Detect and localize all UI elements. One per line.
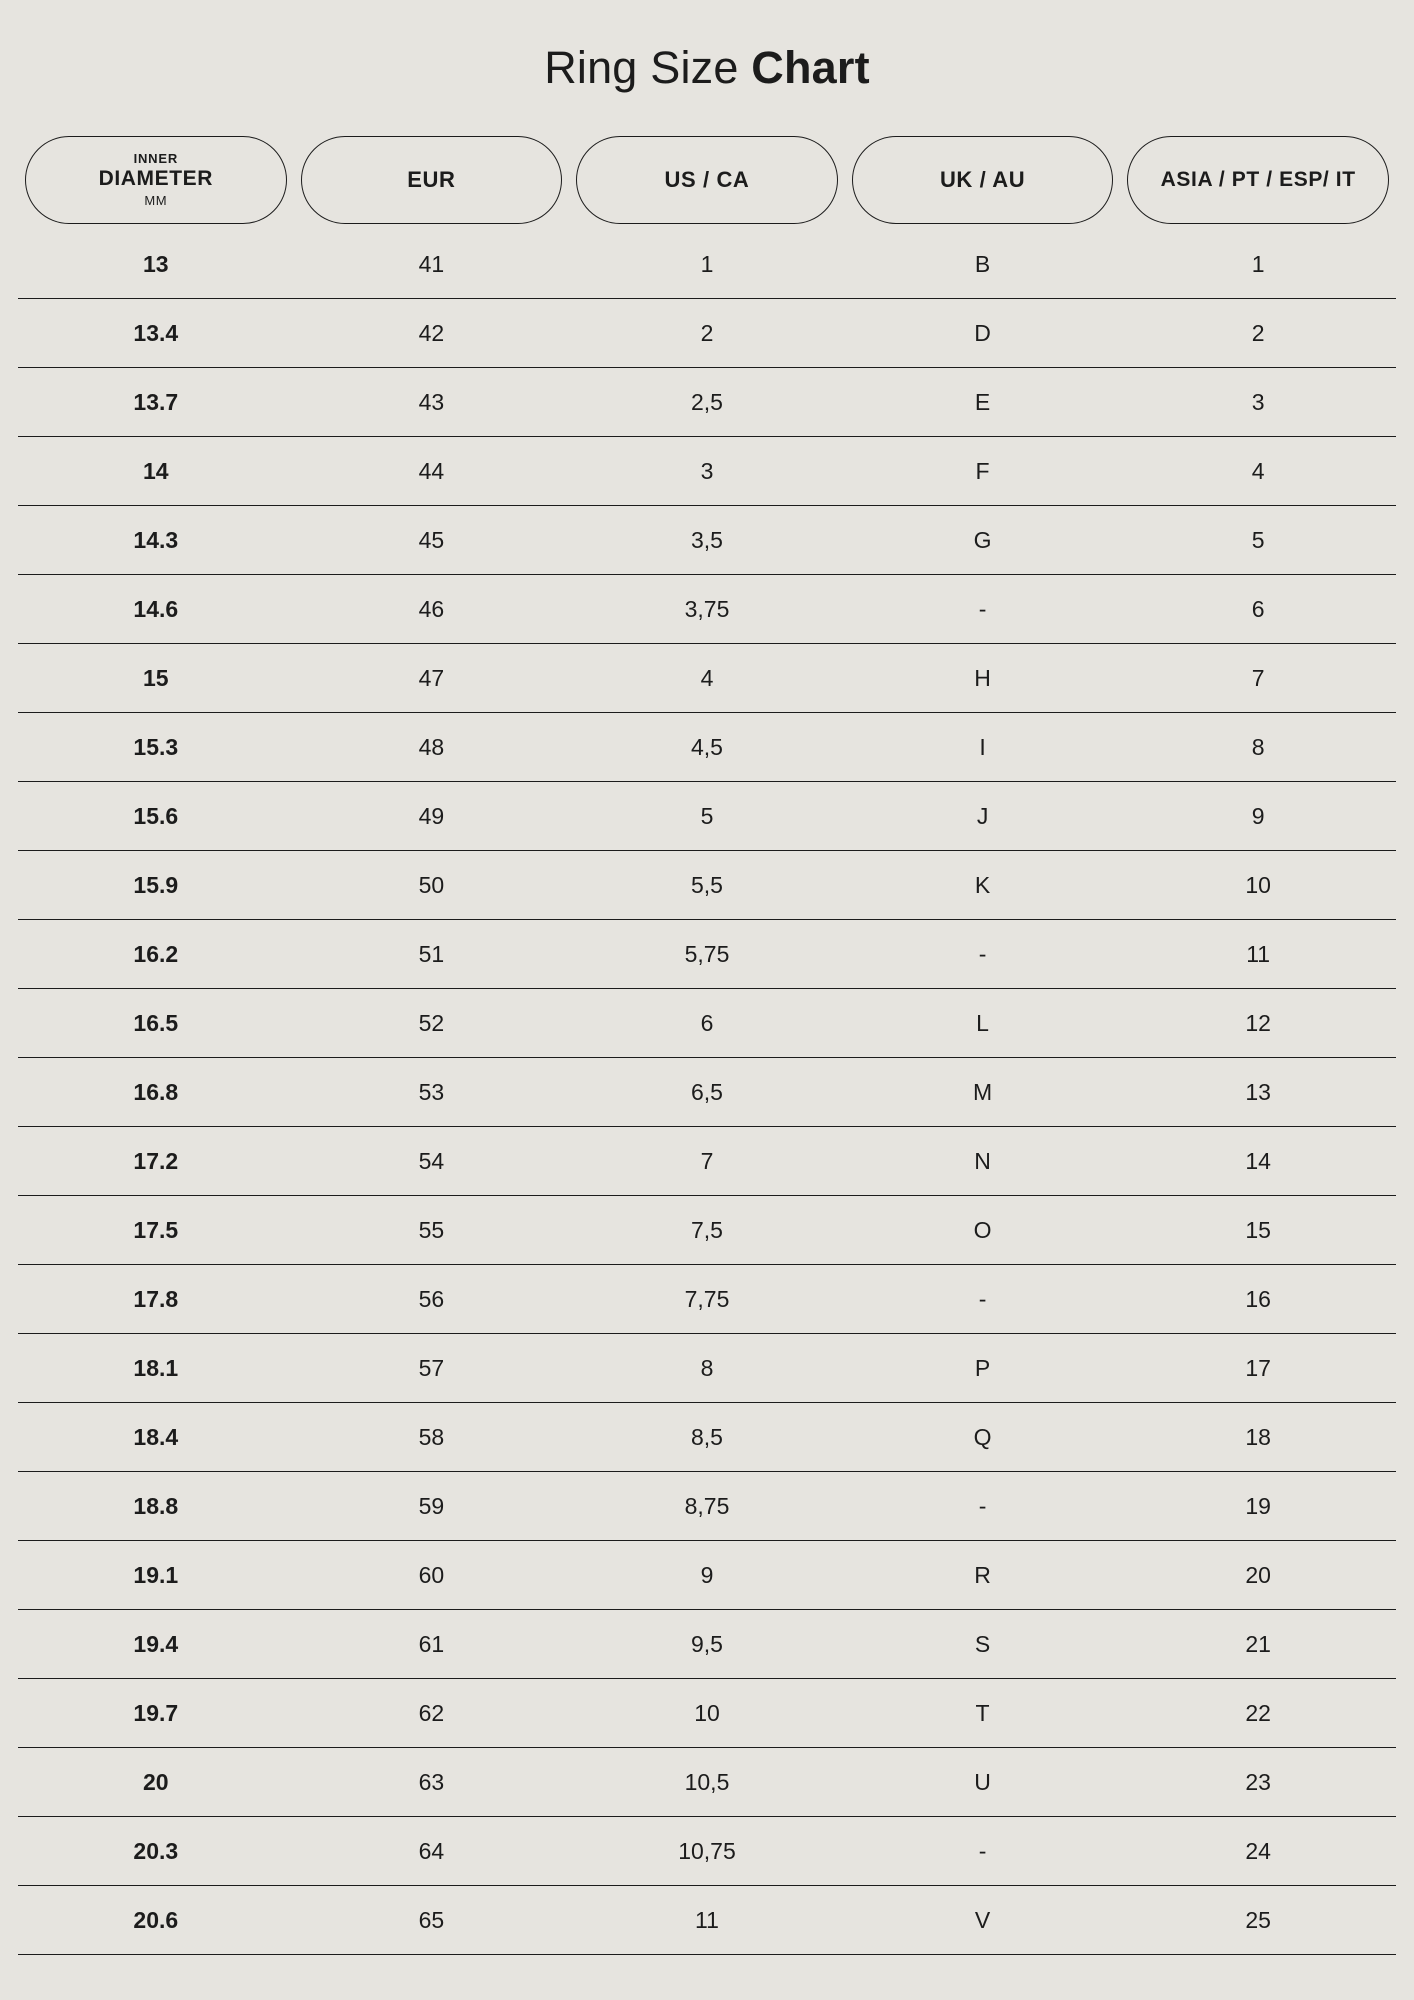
cell-size: 2 [700,319,714,346]
cell-inner-diameter: 16.8 [133,1078,179,1105]
cell-size: 5 [1251,526,1265,553]
table-row [18,1541,1396,1610]
cell-inner-diameter: 15 [143,664,169,691]
cell-inner-diameter: 15.6 [133,802,179,829]
table-row [18,437,1396,506]
cell-size: 16 [1245,1285,1271,1312]
cell-inner-diameter: 13.4 [133,319,179,346]
cell-size: 9,5 [690,1630,723,1657]
cell-size: 56 [418,1285,445,1312]
cell-size: 7 [700,1147,714,1174]
cell-size: U [974,1768,991,1795]
cell-size: 41 [418,250,445,277]
cell-size: 59 [418,1492,445,1519]
cell-size: 25 [1245,1906,1271,1933]
cell-size: 3 [700,457,714,484]
cell-size: D [974,319,991,346]
cell-inner-diameter: 14.3 [133,526,179,553]
cell-size: 9 [700,1561,714,1588]
cell-size: 44 [418,457,445,484]
table-row [18,230,1396,299]
cell-size: 23 [1245,1768,1271,1795]
cell-size: 2 [1251,319,1265,346]
cell-size: P [974,1354,991,1381]
cell-size: 4 [1251,457,1265,484]
cell-size: 21 [1245,1630,1271,1657]
cell-size: 58 [418,1423,445,1450]
table-row [18,299,1396,368]
page-title-normal: Ring Size [544,42,752,93]
cell-size: B [974,250,991,277]
table-row [18,644,1396,713]
cell-size: 4 [700,664,714,691]
header-inner-diameter-main: DIAMETER [98,166,214,190]
cell-inner-diameter: 13 [143,250,169,277]
cell-size: - [978,1492,987,1519]
cell-inner-diameter: 19.1 [133,1561,179,1588]
cell-size: 50 [418,871,445,898]
cell-size: 17 [1245,1354,1271,1381]
cell-size: H [974,664,991,691]
cell-size: 18 [1245,1423,1271,1450]
header-eur [301,136,563,224]
size-table [0,136,1414,1955]
cell-inner-diameter: 19.7 [133,1699,179,1726]
cell-size: 51 [418,940,445,967]
cell-inner-diameter: 15.9 [133,871,179,898]
cell-size: 6,5 [690,1078,723,1105]
table-row [18,989,1396,1058]
cell-size: 11 [695,1906,719,1933]
cell-size: 46 [418,595,445,622]
cell-size: 49 [418,802,445,829]
cell-size: 13 [1245,1078,1271,1105]
cell-size: 20 [1245,1561,1271,1588]
cell-size: 5,5 [690,871,723,898]
cell-size: L [976,1009,989,1036]
cell-size: 3 [1251,388,1265,415]
cell-size: 1 [700,250,714,277]
cell-size: 22 [1245,1699,1271,1726]
cell-size: - [978,1837,987,1864]
cell-size: 12 [1245,1009,1271,1036]
cell-size: 6 [1251,595,1265,622]
header-inner-diameter-unit: MM [144,192,168,208]
cell-size: 62 [418,1699,445,1726]
cell-size: 10 [694,1699,720,1726]
cell-size: - [978,1285,987,1312]
cell-size: 7,75 [684,1285,730,1312]
header-us-ca-label: US / CA [664,167,750,193]
header-uk-au [852,136,1114,224]
cell-size: 61 [418,1630,445,1657]
table-row [18,1334,1396,1403]
cell-size: V [974,1906,991,1933]
cell-size: 60 [418,1561,445,1588]
cell-size: G [973,526,992,553]
table-row [18,1058,1396,1127]
cell-inner-diameter: 18.8 [133,1492,179,1519]
cell-size: F [975,457,990,484]
cell-size: 24 [1245,1837,1271,1864]
cell-size: 54 [418,1147,445,1174]
table-row [18,1196,1396,1265]
table-row [18,506,1396,575]
cell-inner-diameter: 14 [143,457,169,484]
cell-inner-diameter: 19.4 [133,1630,179,1657]
table-header-row [18,136,1396,224]
table-row [18,1472,1396,1541]
cell-size: O [973,1216,992,1243]
cell-inner-diameter: 20.3 [133,1837,179,1864]
table-row [18,851,1396,920]
table-row [18,713,1396,782]
header-inner-diameter [25,136,287,224]
table-row [18,575,1396,644]
cell-inner-diameter: 14.6 [133,595,179,622]
cell-size: 9 [1251,802,1265,829]
cell-size: 8 [700,1354,714,1381]
cell-inner-diameter: 17.2 [133,1147,179,1174]
cell-size: 1 [1251,250,1265,277]
header-inner-diameter-top: INNER [133,150,179,166]
cell-inner-diameter: 20 [143,1768,169,1795]
cell-size: S [974,1630,991,1657]
cell-size: 45 [418,526,445,553]
table-row [18,1748,1396,1817]
cell-size: - [978,595,987,622]
header-us-ca [576,136,838,224]
cell-inner-diameter: 16.5 [133,1009,179,1036]
cell-size: 3,75 [684,595,730,622]
cell-inner-diameter: 15.3 [133,733,179,760]
cell-size: 6 [700,1009,714,1036]
cell-size: T [975,1699,990,1726]
table-row [18,782,1396,851]
cell-size: 8,5 [690,1423,723,1450]
cell-size: 15 [1245,1216,1271,1243]
cell-inner-diameter: 16.2 [133,940,179,967]
header-eur-label: EUR [407,167,456,193]
table-body [18,230,1396,1955]
cell-size: J [976,802,989,829]
cell-size: 63 [418,1768,445,1795]
cell-size: 10,75 [678,1837,736,1864]
table-row [18,1886,1396,1955]
cell-size: 47 [418,664,445,691]
table-row [18,1817,1396,1886]
header-asia-pt-esp-it [1127,136,1389,224]
cell-inner-diameter: 20.6 [133,1906,179,1933]
cell-size: 7 [1251,664,1265,691]
cell-size: 19 [1245,1492,1271,1519]
cell-inner-diameter: 18.4 [133,1423,179,1450]
cell-inner-diameter: 13.7 [133,388,179,415]
cell-size: N [974,1147,991,1174]
cell-size: R [974,1561,991,1588]
cell-inner-diameter: 17.5 [133,1216,179,1243]
cell-size: 48 [418,733,445,760]
cell-size: 4,5 [690,733,723,760]
header-asia-pt-esp-it-label: ASIA / PT / ESP/ IT [1160,168,1356,192]
cell-size: 43 [418,388,445,415]
cell-size: Q [973,1423,992,1450]
page-title [0,0,1414,100]
cell-size: 65 [418,1906,445,1933]
cell-size: I [979,733,986,760]
cell-size: 10 [1245,871,1271,898]
cell-inner-diameter: 17.8 [133,1285,179,1312]
cell-size: 7,5 [690,1216,723,1243]
cell-size: 64 [418,1837,445,1864]
cell-size: M [972,1078,993,1105]
cell-size: 42 [418,319,445,346]
cell-size: K [974,871,991,898]
cell-size: 14 [1245,1147,1271,1174]
cell-size: 10,5 [684,1768,730,1795]
cell-size: 3,5 [690,526,723,553]
cell-size: E [974,388,991,415]
cell-size: 52 [418,1009,445,1036]
cell-size: - [978,940,987,967]
cell-size: 55 [418,1216,445,1243]
table-row [18,1679,1396,1748]
table-row [18,1127,1396,1196]
cell-size: 5 [700,802,714,829]
cell-size: 8,75 [684,1492,730,1519]
table-row [18,1610,1396,1679]
cell-size: 53 [418,1078,445,1105]
cell-size: 8 [1251,733,1265,760]
cell-size: 57 [418,1354,445,1381]
cell-inner-diameter: 18.1 [133,1354,179,1381]
table-row [18,920,1396,989]
table-row [18,1403,1396,1472]
header-uk-au-label: UK / AU [939,167,1026,193]
cell-size: 2,5 [690,388,723,415]
table-row [18,1265,1396,1334]
table-row [18,368,1396,437]
page-title-bold: Chart [751,42,870,93]
cell-size: 11 [1246,940,1271,967]
cell-size: 5,75 [684,940,730,967]
